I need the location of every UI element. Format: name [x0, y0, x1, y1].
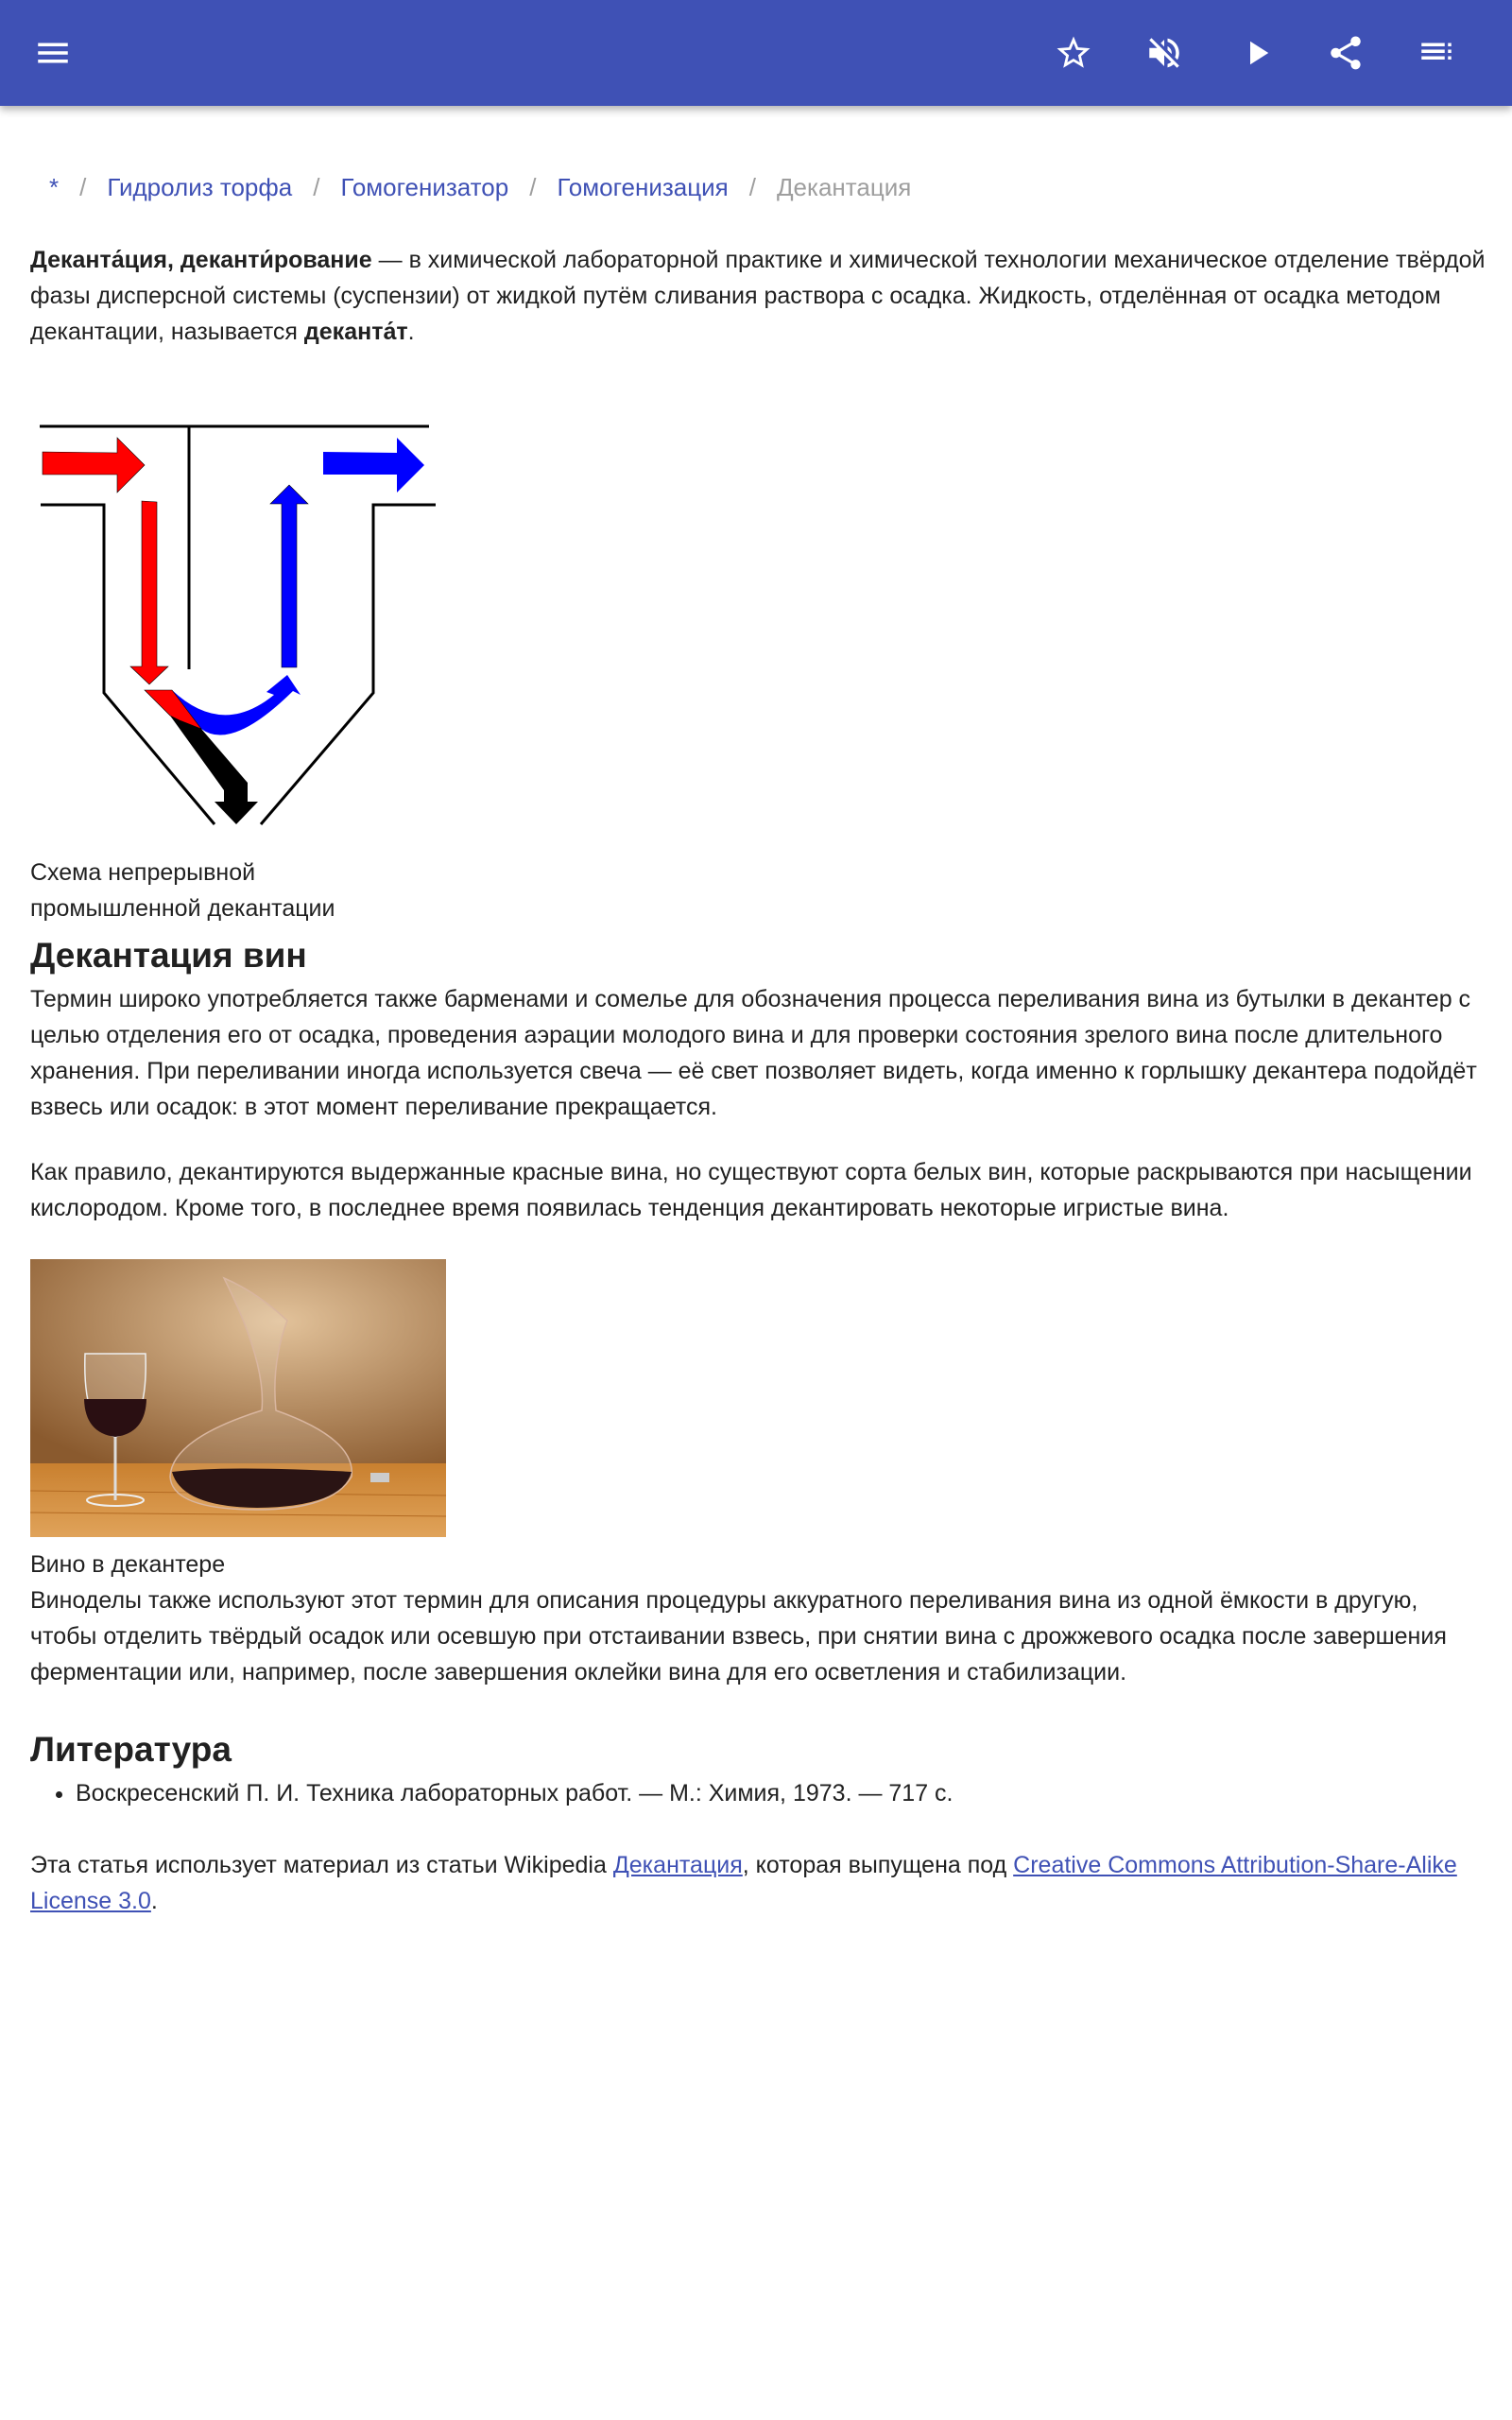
down-arrow — [130, 501, 168, 684]
literature-list — [30, 1775, 1490, 1811]
term: деканти́рование — [180, 247, 372, 273]
breadcrumb-separator: / — [529, 173, 537, 201]
paragraph: Термин широко употребляется также барменами и сомелье для обозначения процесса переливания вина из бутылки в декантер с целью отделения его от осадка, проведения аэрации молодого вина и для проверки состояния зрелого вина после длительного хранения. При переливании иногда используется свеча — её свет позволяет видеть, когда именно к горлышку декантера подойдёт взвесь или осадок: в этот момент переливание прекращается. — [30, 986, 1477, 1120]
license-link[interactable]: Creative Commons Attribution-Share-Alike License 3.0 — [30, 1852, 1457, 1914]
section-heading: Литература — [30, 1730, 232, 1769]
breadcrumb — [49, 168, 911, 206]
license-text: Эта статья использует материал из статьи Wikipedia — [30, 1852, 613, 1878]
intro-paragraph — [30, 242, 1490, 350]
period: . — [150, 1888, 158, 1914]
star-icon[interactable] — [1051, 30, 1096, 76]
paragraph: Как правило, декантируются выдержанные красные вина, но существуют сорта белых вин, которые раскрываются при насыщении кислородом. Кроме того, в последнее время появилась тенденция декантировать некоторые игристые вина. — [30, 1159, 1472, 1221]
breadcrumb-item[interactable]: Гомогенизатор — [340, 173, 509, 201]
app-bar — [0, 0, 1512, 106]
license-text: , которая выпущена под — [742, 1852, 1014, 1878]
inlet-arrow — [43, 438, 145, 493]
period: . — [407, 319, 415, 345]
source-article-link[interactable]: Декантация — [612, 1852, 743, 1878]
breadcrumb-separator: / — [79, 173, 87, 201]
figure-caption: Вино в декантере — [30, 1551, 226, 1578]
breadcrumb-current: Декантация — [776, 173, 912, 201]
breadcrumb-item[interactable]: Гидролиз торфа — [107, 173, 293, 201]
figure-caption: Схема непрерывной промышленной декантации — [30, 859, 335, 922]
intro-text: — в химической лабораторной практике и химической технологии механическое отделение твёрдой фазы дисперсной системы (суспензии) от жидкой путём сливания раствора с осадка. Жидкость, отделённая от осадка методом декантации, называется — [30, 247, 1486, 345]
license-note — [30, 1847, 1490, 1919]
term: Деканта́ция — [30, 247, 168, 273]
share-icon[interactable] — [1323, 30, 1368, 76]
breadcrumb-home[interactable]: * — [49, 173, 60, 201]
breadcrumb-separator: / — [748, 173, 756, 201]
breadcrumb-item[interactable]: Гомогенизация — [557, 173, 729, 201]
section-heading: Декантация вин — [30, 936, 307, 975]
up-arrow — [270, 485, 308, 667]
menu-icon[interactable] — [30, 30, 76, 76]
volume-off-icon[interactable] — [1142, 30, 1187, 76]
outlet-arrow — [323, 438, 424, 493]
wine-decanter-photo — [30, 1259, 446, 1537]
list-item: • Воскресенский П. И. Техника лабораторных работ. — М.: Химия, 1973. — 717 с. — [76, 1775, 1490, 1811]
play-icon[interactable] — [1234, 30, 1280, 76]
playlist-icon[interactable] — [1414, 30, 1459, 76]
term: деканта́т — [303, 319, 408, 345]
comma: , — [167, 247, 180, 273]
breadcrumb-separator: / — [313, 173, 320, 201]
decantation-diagram — [0, 378, 472, 851]
paragraph: Виноделы также используют этот термин для описания процедуры аккуратного переливания вина из одной ёмкости в другую, чтобы отделить твёрдый осадок или осевшую при отстаивании взвесь, при снятии вина с дрожжевого осадка после завершения ферментации или, например, после завершения оклейки вина для его осветления и стабилизации. — [30, 1587, 1447, 1685]
